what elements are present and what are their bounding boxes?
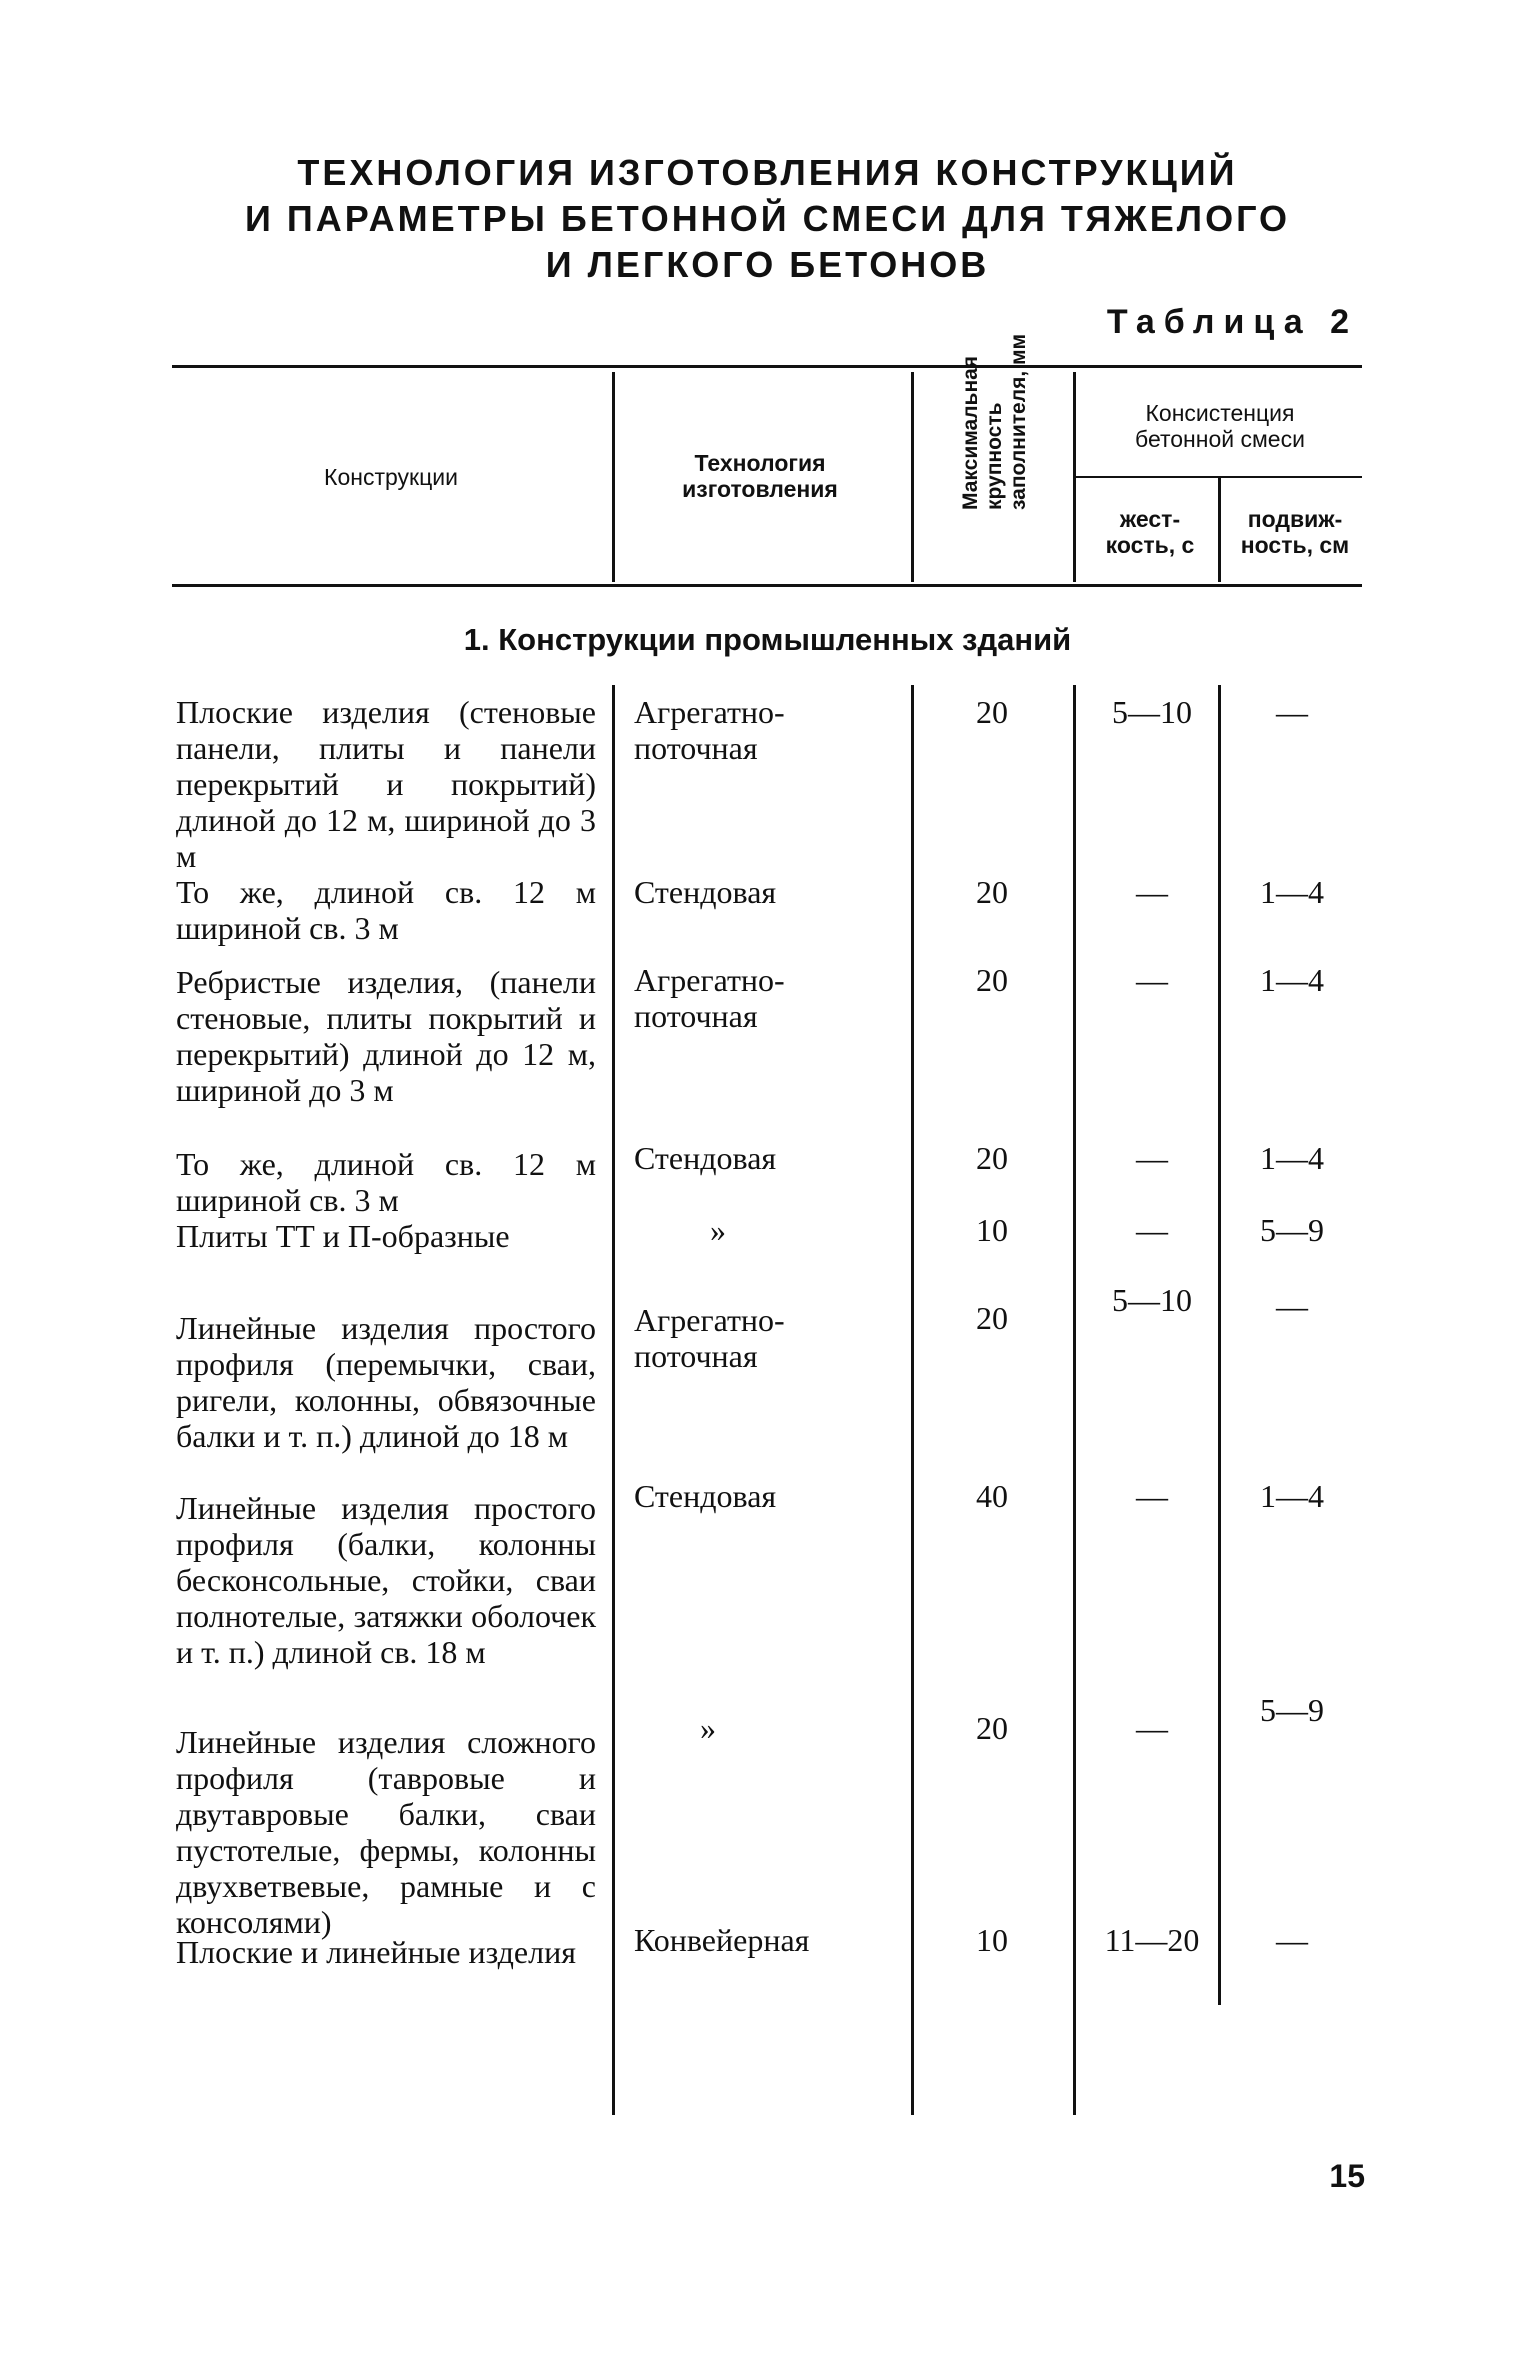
table-row-3-stiff: — [1136, 962, 1168, 998]
table-row-4-agg: 20 [976, 1140, 1008, 1176]
table-row-6-mob: — [1276, 1288, 1308, 1324]
table-row-3-desc: Ребристые изделия, (панели стеновые, плиты покрытий и перекрытий) длиной до 12 м, шириной до 3 м [176, 964, 596, 1108]
table-row-8-mob: 5—9 [1260, 1692, 1324, 1728]
table-row-9-mob: — [1276, 1922, 1308, 1958]
table-row-9-stiff: 11—20 [1104, 1922, 1200, 1958]
title-line-1: ТЕХНОЛОГИЯ ИЗГОТОВЛЕНИЯ КОНСТРУКЦИЙ [297, 152, 1238, 193]
table-row-7-stiff: — [1136, 1478, 1168, 1514]
body-divider-2 [911, 685, 914, 2115]
body-divider-3 [1073, 685, 1076, 2115]
table-row-3-tech: Агрегатно-поточная [634, 962, 785, 1034]
page-title [0, 150, 1535, 288]
table-row-2-stiff: — [1136, 874, 1168, 910]
header-consistency: Консистенция бетонной смеси [1135, 400, 1305, 452]
body-divider-4 [1218, 685, 1221, 2005]
title-line-3: И ЛЕГКОГО БЕТОНОВ [545, 244, 990, 285]
table-row-3-agg: 20 [976, 962, 1008, 998]
table-row-9-tech: Конвейерная [634, 1922, 810, 1958]
table-row-7-desc: Линейные изделия простого профиля (балки, колонны бесконсольные, стойки, сваи полнотелые, затяжки оболочек и т. п.) длиной св. 18 м [176, 1490, 596, 1670]
table-row-8-agg: 20 [976, 1710, 1008, 1746]
table-row-5-agg: 10 [976, 1212, 1008, 1248]
table-row-2-tech: Стендовая [634, 874, 777, 910]
header-bottom-rule [172, 584, 1362, 587]
table-row-1-stiff: 5—10 [1112, 694, 1192, 730]
table-row-5-tech: » [710, 1212, 726, 1248]
table-row-1-mob: — [1276, 694, 1308, 730]
table-row-4-desc: То же, длиной св. 12 м шириной св. 3 м [176, 1146, 596, 1218]
table-row-3-mob: 1—4 [1260, 962, 1324, 998]
table-row-4-mob: 1—4 [1260, 1140, 1324, 1176]
table-row-7-mob: 1—4 [1260, 1478, 1324, 1514]
table-row-5-desc: Плиты ТТ и П-образные [176, 1218, 510, 1254]
header-constructions: Конструкции [324, 464, 458, 490]
body-divider-1 [612, 685, 615, 2115]
table-row-1-agg: 20 [976, 694, 1008, 730]
table-row-8-tech: » [700, 1710, 716, 1746]
table-row-9-agg: 10 [976, 1922, 1008, 1958]
header-technology: Технология изготовления [682, 450, 838, 502]
table-row-8-desc: Линейные изделия сложного профиля (тавровые и двутавровые балки, сваи пустотелые, фермы, колонны двухветвевые, рамные и с консолями) [176, 1724, 596, 1940]
table-row-6-tech: Агрегатно-поточная [634, 1302, 785, 1374]
header-divider-2 [911, 372, 914, 582]
table-row-4-tech: Стендовая [634, 1140, 777, 1176]
table-row-9-desc: Плоские и линейные изделия [176, 1934, 576, 1970]
table-row-2-agg: 20 [976, 874, 1008, 910]
header-top-rule [172, 365, 1362, 368]
table-row-2-mob: 1—4 [1260, 874, 1324, 910]
header-divider-1 [612, 372, 615, 582]
table-row-6-agg: 20 [976, 1300, 1008, 1336]
table-row-1-desc: Плоские изделия (стеновые панели, плиты и панели перекрытий и покрытий) длиной до 12 м, шириной до 3 м [176, 694, 596, 874]
section-title: 1. Конструкции промышленных зданий [463, 622, 1072, 657]
page-number: 15 [1329, 2158, 1365, 2194]
header-divider-3 [1073, 372, 1076, 582]
header-stiffness: жесткость, с [1105, 506, 1195, 558]
table-row-7-agg: 40 [976, 1478, 1008, 1514]
header-mobility: подвижность, см [1240, 506, 1350, 558]
title-line-2: И ПАРАМЕТРЫ БЕТОННОЙ СМЕСИ ДЛЯ ТЯЖЕЛОГО [244, 198, 1291, 239]
table-row-5-stiff: — [1136, 1212, 1168, 1248]
table-row-6-stiff: 5—10 [1112, 1282, 1192, 1318]
table-row-6-desc: Линейные изделия простого профиля (перемычки, сваи, ригели, колонны, обвязочные балки и т. п.) длиной до 18 м [176, 1310, 596, 1454]
header-divider-4 [1218, 478, 1221, 582]
table-row-1-tech: Агрегатно-поточная [634, 694, 785, 766]
table-label: Таблица 2 [1106, 303, 1358, 341]
table-row-8-stiff: — [1136, 1710, 1168, 1746]
header-aggregate: Максимальная крупность заполнителя, мм [959, 333, 1030, 510]
table-row-2-desc: То же, длиной св. 12 м шириной св. 3 м [176, 874, 596, 946]
table-row-7-tech: Стендовая [634, 1478, 777, 1514]
table-row-5-mob: 5—9 [1260, 1212, 1324, 1248]
table-row-4-stiff: — [1136, 1140, 1168, 1176]
